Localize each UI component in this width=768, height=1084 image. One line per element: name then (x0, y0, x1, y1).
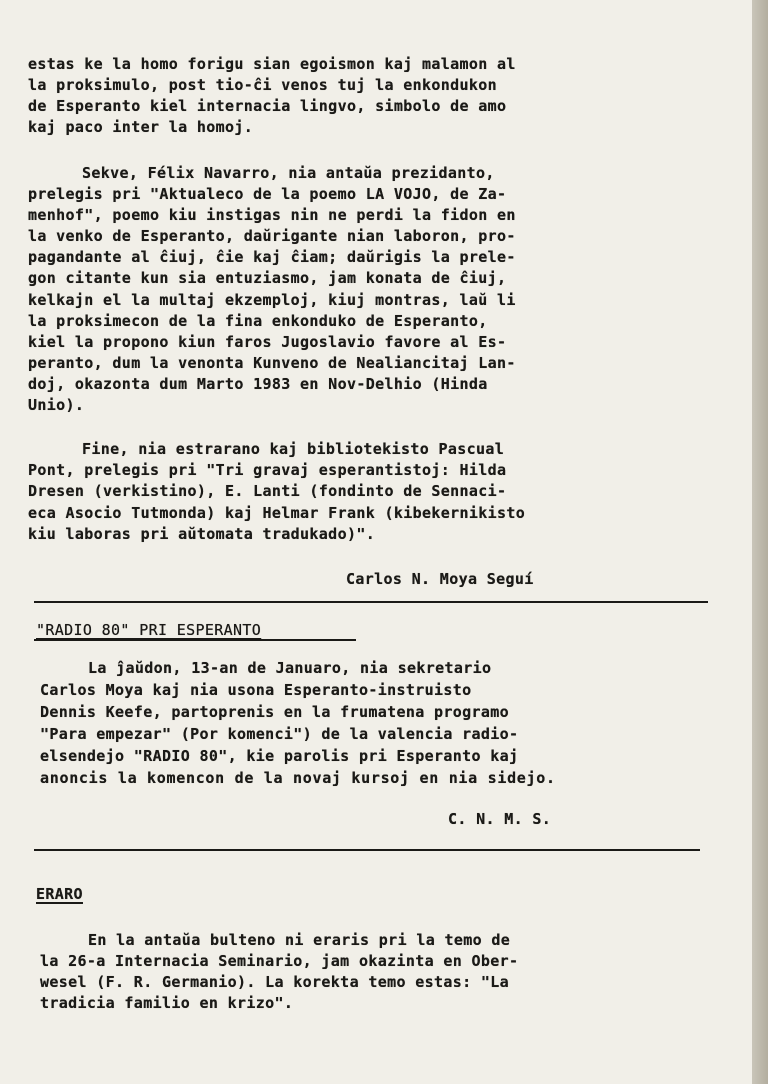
text-line: kiel la propono kiun faros Jugoslavio favore al Es- (28, 333, 507, 351)
text-line: Carlos Moya kaj nia usona Esperanto-instruisto (40, 681, 472, 699)
text-line: gon citante kun sia entuziasmo, jam konata de ĉiuj, (28, 269, 507, 287)
section-heading-eraro: ERARO (36, 885, 83, 903)
text-line: doj, okazonta dum Marto 1983 en Nov-Delhio (Hinda (28, 375, 488, 393)
text-line: kaj paco inter la homoj. (28, 118, 254, 136)
section-heading-radio: "RADIO 80" PRI ESPERANTO (36, 621, 262, 639)
text-line: Dennis Keefe, partoprenis en la frumatena programo (40, 703, 510, 721)
section-divider (34, 849, 700, 851)
text-line: menhof", poemo kiu instigas nin ne perdi la fidon en (28, 206, 516, 224)
text-line: tradicia familio en krizo". (40, 994, 294, 1012)
page-edge-shadow (752, 0, 768, 1084)
text-line: anoncis la komencon de la novaj kursoj en nia sidejo. (40, 769, 556, 787)
text-line: prelegis pri "Aktualeco de la poemo LA VOJO, de Za- (28, 185, 507, 203)
section-divider (34, 601, 708, 603)
text-line: Unio). (28, 396, 85, 414)
text-line: eca Asocio Tutmonda) kaj Helmar Frank (kibekernikisto (28, 504, 526, 522)
text-line: peranto, dum la venonta Kunveno de Nealiancitaj Lan- (28, 354, 516, 372)
text-line: Sekve, Félix Navarro, nia antaŭa prezidanto, (82, 164, 495, 182)
text-line: la proksimulo, post tio-ĉi venos tuj la enkondukon (28, 76, 498, 94)
text-line: Fine, nia estrarano kaj bibliotekisto Pascual (82, 440, 505, 458)
text-line: La ĵaŭdon, 13-an de Januaro, nia sekretario (88, 659, 492, 677)
text-line: elsendejo "RADIO 80", kie parolis pri Esperanto kaj (40, 747, 519, 765)
text-line: wesel (F. R. Germanio). La korekta temo estas: "La (40, 973, 510, 991)
text-line: Dresen (verkistino), E. Lanti (fondinto de Sennaci- (28, 482, 507, 500)
text-line: la proksimecon de la fina enkonduko de Esperanto, (28, 312, 488, 330)
text-line: pagandante al ĉiuj, ĉie kaj ĉiam; daŭrigis la prele- (28, 248, 516, 266)
author-initials: C. N. M. S. (448, 810, 552, 828)
text-line: Pont, prelegis pri "Tri gravaj esperantistoj: Hilda (28, 461, 507, 479)
text-line: "Para empezar" (Por komenci") de la valencia radio- (40, 725, 519, 743)
text-line: kelkajn el la multaj ekzemploj, kiuj montras, laŭ li (28, 291, 516, 309)
text-line: En la antaŭa bulteno ni eraris pri la temo de (88, 931, 511, 949)
text-line: la venko de Esperanto, daŭrigante nian laboron, pro- (28, 227, 516, 245)
text-line: kiu laboras pri aŭtomata tradukado)". (28, 525, 376, 543)
text-line: estas ke la homo forigu sian egoismon kaj malamon al (28, 55, 516, 73)
text-line: la 26-a Internacia Seminario, jam okazinta en Ober- (40, 952, 519, 970)
heading-underline (34, 639, 356, 641)
text-line: de Esperanto kiel internacia lingvo, simbolo de amo (28, 97, 507, 115)
author-signature: Carlos N. Moya Seguí (346, 570, 534, 588)
